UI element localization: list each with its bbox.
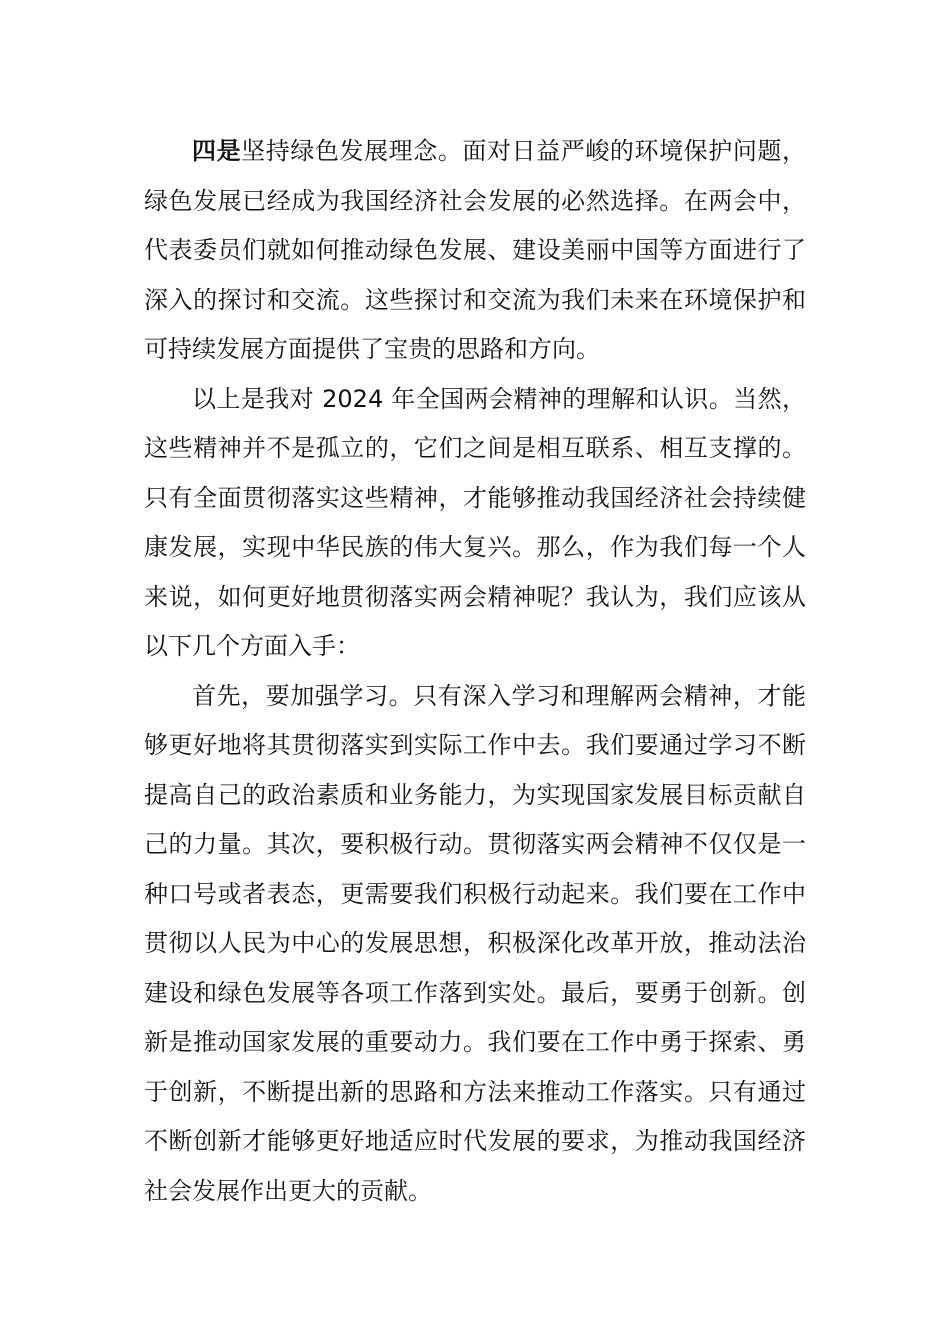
paragraph-lead-label: 四是 [192, 137, 242, 165]
paragraph-text: 以上是我对 2024 年全国两会精神的理解和认识。当然，这些精神并不是孤立的，它们之间是相互联系、相互支撑的。只有全面贯彻落实这些精神，才能够推动我国经济社会持续健康发展，实现中华民族的伟大复兴。那么，作为我们每一个人来说，如何更好地贯彻落实两会精神呢？我认为，我们应该从以下几个方面入手： [144, 384, 806, 660]
paragraph-understanding [144, 375, 806, 672]
document-body [144, 127, 806, 1216]
paragraph-text: 首先，要加强学习。只有深入学习和理解两会精神，才能够更好地将其贯彻落实到实际工作中去。我们要通过学习不断提高自己的政治素质和业务能力，为实现国家发展目标贡献自己的力量。其次，要积极行动。贯彻落实两会精神不仅仅是一种口号或者表态，更需要我们积极行动起来。我们要在工作中贯彻以人民为中心的发展思想，积极深化改革开放，推动法治建设和绿色发展等各项工作落到实处。最后，要勇于创新。创新是推动国家发展的重要动力。我们要在工作中勇于探索、勇于创新，不断提出新的思路和方法来推动工作落实。只有通过不断创新才能够更好地适应时代发展的要求，为推动我国经济社会发展作出更大的贡献。 [144, 681, 806, 1205]
paragraph-actions [144, 672, 806, 1217]
paragraph-text: 坚持绿色发展理念。面对日益严峻的环境保护问题，绿色发展已经成为我国经济社会发展的必然选择。在两会中，代表委员们就如何推动绿色发展、建设美丽中国等方面进行了深入的探讨和交流。这些探讨和交流为我们未来在环境保护和可持续发展方面提供了宝贵的思路和方向。 [144, 137, 807, 363]
paragraph-green-development [144, 127, 806, 375]
